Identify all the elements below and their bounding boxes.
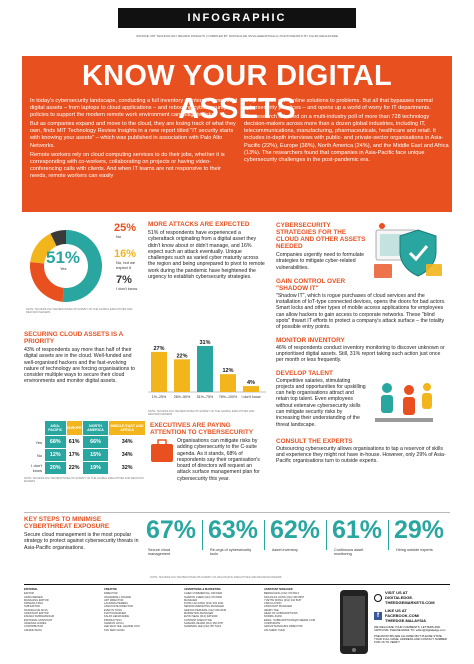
- table-cell: 15%: [83, 449, 109, 461]
- section-body: 43% of respondents say more than half of their digital assets are in the cloud. Well-funded and well-organised hackers and the fast-evolving nature of technology are forcing organisations to consider multiple ways to secure their cloud environments and monitor digital assets.: [24, 347, 136, 385]
- footer-line: DIRECTOR: [104, 592, 118, 596]
- page-title: KNOW YOUR DIGITAL ASSETS: [81, 60, 393, 125]
- table-cell: 17%: [68, 452, 80, 458]
- section-body: Outsourcing cybersecurity allows organisations to tap a reservoir of skills and experience they might not have in-house. However, only 29% of Asia-Pacific organisations turn to outside experts.: [276, 445, 446, 465]
- team-illustration: [369, 378, 439, 434]
- table-row: [25, 449, 145, 461]
- footer-line: KRISHNA TANG: [24, 602, 44, 606]
- title-banner: [22, 56, 452, 212]
- footer-line: SENIOR MARKETING MANAGER: [184, 605, 224, 609]
- donut-center-value: 51%: [46, 248, 81, 267]
- bar-value-label: 4%: [247, 380, 255, 387]
- region-table: [24, 420, 146, 483]
- source-note: NOTE: TECHNOLOGY REVIEW INSIGHTS SURVEY OF THE GLOBAL EXECUTIVES AND DECISION MAKERS: [26, 308, 133, 314]
- step-label: Hiring outside experts: [396, 548, 433, 552]
- section-body: Secure cloud management is the most popular strategy to protect against cybersecurity threats in Asia-Pacific organisations.: [24, 532, 139, 551]
- stat-divider: [202, 520, 203, 550]
- footer-line: PRODUCTION: [104, 618, 122, 622]
- bar: [151, 352, 167, 392]
- bar: [220, 374, 236, 392]
- globe-icon: [374, 594, 382, 602]
- stat-divider: [264, 520, 265, 550]
- section-heading: CONSULT THE EXPERTS: [276, 437, 353, 445]
- table-cell: 19%: [83, 462, 109, 474]
- footer-line: PONG LAN FANG (012) 302 2031: [184, 602, 224, 606]
- footer-line: SUB EDITOR: [24, 605, 40, 609]
- step-percentage: 67%: [146, 516, 197, 544]
- footer-line: TAN SEW CHING: [104, 628, 125, 632]
- table-cell: 32%: [121, 465, 133, 471]
- section-heading: KEY STEPS TO MINIMISE CYBERTHREAT EXPOSURE: [24, 516, 110, 530]
- footer-line: SHARON HOCH: [104, 621, 124, 625]
- bar-value-label: 22%: [176, 353, 188, 360]
- footer-line: ASHWIN MANI: [24, 628, 42, 632]
- source-note: NOTE: TECHNOLOGY REVIEW INSIGHTS SURVEY OF THE GLOBAL EXECUTIVES AND DECISION MAKERS: [24, 477, 144, 483]
- footer-line: EDITOR: [24, 592, 34, 596]
- intro-col-right: [244, 98, 452, 166]
- footer-line: ADVERTISING & MARKETING: [184, 588, 221, 591]
- bar-chart-svg: [148, 330, 266, 410]
- briefcase-icon: [150, 438, 174, 466]
- donut-label: No, but we expect it: [116, 260, 136, 270]
- footer-advertising: [184, 588, 264, 629]
- footer-line: ODHAMMALL DIGANE: [104, 595, 131, 599]
- donut-label: I don't know: [116, 286, 138, 291]
- section-heading: GAIN CONTROL OVER "SHADOW IT": [276, 277, 346, 292]
- step-percentage: 61%: [332, 516, 383, 544]
- intro-col-left: [30, 98, 238, 182]
- step-label: Asset inventory: [272, 548, 298, 552]
- footer-line: MANAGING EDITOR: [24, 598, 49, 602]
- facebook-link[interactable]: FACEBOOK.COM/: [385, 613, 420, 618]
- footer-line: SHARMAN LEE (012) 357 5123: [184, 625, 221, 629]
- intro-paragraph: But as companies expand and move to the cloud, they are losing track of what they own, finds MIT Technology Review Insights in a new report titled "IT security starts with knowing your assets" – which was published in association with Palo Alto Networks.: [30, 121, 236, 149]
- people-icon: [369, 378, 439, 434]
- footer-creative: [104, 588, 184, 632]
- pseudonym-note: PSEUDONYMS ARE ALLOWED BUT PLEASE STATE YOUR FULL NAME, ADDRESS AND CONTACT NUMBER FOR US TO VERIFY.: [374, 633, 447, 645]
- facebook-link[interactable]: THEEDGE.MALAYSIA: [385, 618, 426, 623]
- footer-line: NORMA JOANI: [264, 615, 282, 619]
- footer-editorial: [24, 588, 104, 632]
- donut-value: 25%: [114, 222, 137, 234]
- cloud-share-bar-chart: [148, 330, 266, 416]
- footer-line: SHARON CHEW (012) 370 8000: [184, 595, 223, 599]
- footer-line: EVON SEAH (012) 328 9049: [184, 615, 218, 619]
- table-cell: 68%: [45, 436, 65, 448]
- footer-line: ASSISTANT MANAGER: [264, 605, 293, 609]
- source-note: NOTE: TECHNOLOGY REVIEW INSIGHTS SURVEY OF ASIA PACIFIC EXECUTIVES AND DECISION MAKERS: [150, 576, 282, 579]
- footer-line: LEE WAN YEE, LEANNE SOO: [104, 625, 140, 629]
- bar: [174, 359, 190, 392]
- intro-paragraph: In today's cybersecurity landscape, conducting a full inventory of internet-connected digital assets – from laptops to cloud applications – and rebooting cybersecurity policies to support the modern remote work environment can mitigate risks.: [30, 98, 238, 119]
- section-heading: MONITOR INVENTORY: [276, 336, 345, 344]
- donut-value: 7%: [116, 274, 132, 286]
- footer-line: EMAIL: SUBSCRIPTIONS@TLMEDIA.COM: [264, 618, 316, 622]
- bar-value-label: 31%: [199, 339, 211, 346]
- footer-line: GEETHA PERUMAL (012) 339 2049: [184, 608, 226, 612]
- step-label: Re-orgs of cybersecurity tools: [210, 548, 252, 557]
- footer-line: GROUP MANAGING DIRECTOR: [264, 625, 303, 629]
- bar: [197, 346, 213, 392]
- table-row: [25, 462, 145, 474]
- stat-divider: [326, 520, 327, 550]
- footer-divider: [24, 584, 450, 585]
- section-heading: SECURING CLOUD ASSETS IS A PRIORITY: [24, 331, 124, 345]
- step-percentage: 63%: [208, 516, 259, 544]
- footer-line: HENRY TEE: [264, 608, 279, 612]
- table-cell: 66%: [83, 436, 109, 448]
- bar-value-label: 27%: [153, 345, 165, 352]
- intro-paragraph: The research is based on a multi-industry poll of more than 728 technology decision-makers across more than a dozen global industries, including IT, telecommunications, manufacturing, pharmaceuticals, healthcare and retail. It includes in-depth interviews with public- and private-sector organisations in Asia-Pacific (22%), Europe (38%), North America (24%), and the Middle East and Africa (13%). The researchers found that companies in Asia-Pacific face unique cybersecurity challenges in the post-pandemic era.: [244, 114, 449, 163]
- footer-line: NATASHA DE SILVA: [24, 608, 48, 612]
- x-tick-label: 1%–25%: [151, 395, 167, 399]
- footer-line: MANAGER: [184, 598, 198, 602]
- footer-line: VANESSA GOMES: [24, 621, 47, 625]
- table-cell: 34%: [121, 439, 133, 445]
- footer-line: ZAFARA SUBRAMANIAM: [24, 615, 54, 619]
- section-body: 51% of respondents have experienced a cyberattack originating from a digital asset they didn't know about or didn't manage, and 16% expect such an attack eventually. Unique challenges such as varied cyber maturity across the region and being unprepared to pivot to remote work during the pandemic have heightened the urgency to establish cybersecurity strategies.: [148, 230, 265, 281]
- section-heading: CYBERSECURITY STRATEGIES FOR THE CLOUD AND OTHER ASSETS NEEDED: [276, 222, 366, 250]
- footer-line: BERNHUANG (012) 370 8413: [264, 592, 299, 596]
- x-tick-label: 26%–50%: [173, 395, 191, 399]
- donut-label: No: [116, 234, 122, 239]
- footer-line: EVELYN TUNG: [104, 608, 123, 612]
- donut-center-label: Yes: [60, 266, 67, 271]
- table-header: MIDDLE EAST AND AFRICA: [109, 421, 145, 435]
- footer-line: MARKETING MANAGER: [184, 612, 214, 616]
- row-label: Yes: [35, 439, 43, 445]
- step-percentage: 62%: [270, 516, 321, 544]
- phone-illustration: [338, 588, 370, 658]
- row-label: No: [36, 452, 43, 458]
- section-body: "Shadow IT", which is rogue purchases of cloud services and the installation of IoT-type connected devices, opens the doors for bad actors. Smart locks and other types of mobile access applications for employees can allow hackers to gain access to corporate networks. These "blind spots" thwart IT efforts to protect a company's attack surface – the totality of possible entry points.: [276, 292, 446, 331]
- section-tag: INFOGRAPHIC: [118, 8, 356, 28]
- footer-line: EDITORIAL ASSISTANT: [24, 618, 53, 622]
- like-label: LIKE US AT: [385, 608, 407, 613]
- stat-divider: [388, 520, 389, 550]
- footer-line: YVETTE WONG (012) 344 5187: [264, 598, 302, 602]
- footer-line: ASSOCIATE DIRECTOR: [104, 605, 133, 609]
- credit-line: SOURCE: MIT TECHNOLOGY REVIEW INSIGHTS | COMPILED BY NATASHA DE SILVA-HEENATIGALA | PHOTOGRAPHY BY KALPA GENAKANDE: [135, 34, 339, 38]
- cloud-section: [24, 331, 142, 385]
- footer-line: CREATIVE: [104, 588, 117, 591]
- table-header: NORTH AMERICA: [83, 421, 109, 435]
- footer-line: CONTRIBUTOR: [24, 625, 43, 629]
- executives-section: [150, 422, 266, 482]
- table-cell: 20%: [45, 462, 65, 474]
- footer-line: ADAM WEINER: [24, 595, 43, 599]
- visit-label: VISIT US AT: [385, 590, 408, 595]
- footer-line: LIM SHEW YUEN: [264, 628, 285, 632]
- footer-line: ASSISTANT EDITOR: [24, 612, 49, 616]
- attacks-section: [148, 221, 266, 280]
- steps-section: [24, 516, 140, 551]
- footer-circulation: [264, 588, 334, 632]
- footer-line: CONTENT EXECUTIVE: [184, 618, 212, 622]
- table-cell: 12%: [45, 449, 65, 461]
- section-heading: EXECUTIVES ARE PAYING ATTENTION TO CYBERSECURITY: [150, 422, 254, 436]
- table-header: ASIA-PACIFIC: [45, 421, 65, 435]
- feedback-note: WE WELCOME YOUR COMMENTS, LETTERS AND CRITICISM. PLEASE EMAIL TO: editor@digitaledge.com: [374, 625, 446, 633]
- footer-line: CIRCULATION: [264, 602, 282, 606]
- footer-line: PHOTOGRAPHER: [104, 612, 127, 616]
- footer-line: LALINDRA PERERA: [104, 602, 128, 606]
- section-body: 46% of respondents conduct inventory monitoring to discover unknown or unprioritised digital assets. Still, 31% report taking such action just once per month or less frequently.: [276, 344, 445, 364]
- attack-donut-chart: [24, 220, 144, 320]
- x-tick-label: 76%–100%: [218, 395, 238, 399]
- footer-line: CORPORATE: [264, 621, 281, 625]
- footer-line: KALPA GENAKANDE: [104, 615, 130, 619]
- donut-value: 16%: [114, 248, 137, 260]
- site-link[interactable]: DIGITALEDGE.: [385, 595, 414, 600]
- source-note: NOTE: TECHNOLOGY REVIEW INSIGHTS SURVEY OF THE GLOBAL EXECUTIVES AND DECISION MAKERS: [148, 410, 255, 416]
- footer-line: HEAD OF SUBSCRIPTIONS: [264, 612, 298, 616]
- x-tick-label: I don't know: [241, 395, 261, 399]
- footer-line: EDITORIAL: [24, 588, 38, 591]
- footer-line: ART DIRECTOR: [104, 598, 124, 602]
- footer-line: SHAHIRA ISHAMI (012) 352 6787: [184, 621, 224, 625]
- security-illustration: [372, 222, 446, 284]
- table-cell: 34%: [121, 452, 133, 458]
- shield-icon: [372, 222, 446, 284]
- bar: [243, 386, 259, 392]
- footer-contact: [338, 588, 450, 660]
- divider: [24, 512, 450, 513]
- table-header: EUROPE: [67, 421, 82, 435]
- site-link[interactable]: THEEDGEMARKETS.COM: [385, 600, 435, 605]
- table-cell: 22%: [68, 465, 80, 471]
- footer-line: NICHOLAS HONG (012) 300 8957: [264, 595, 305, 599]
- step-label: Continuous asset monitoring: [334, 548, 364, 557]
- footer-line: CHIEF COMMERCIAL OFFICER: [184, 592, 223, 596]
- facebook-icon: f: [374, 612, 382, 620]
- section-body: Competitive salaries, stimulating projects and opportunities for upskilling can help organisations attract and retain top talent. Even employees without extensive cybersecurity skills can mitigate security risks by increasing their understanding of the threat landscape.: [276, 377, 366, 428]
- section-heading: DEVELOP TALENT: [276, 369, 333, 377]
- row-label: I don't know: [31, 463, 43, 473]
- bar-value-label: 12%: [222, 368, 234, 375]
- table-cell: 61%: [68, 439, 80, 445]
- step-percentage: 29%: [394, 516, 445, 544]
- section-body: Organisations can mitigate risks by adding cybersecurity to the C-suite agenda. As it stands, 68% of respondents say their organisation's board of directors will request an attack surface management plan for cybersecurity this year.: [177, 438, 260, 482]
- section-body: Companies urgently need to formulate strategies to mitigate cyber-related vulnerabilities.: [276, 252, 364, 271]
- intro-paragraph: shop for their own online solutions to problems. But all that bypasses normal cybersecurity practices – and opens up a world of worry for IT departments.: [244, 98, 433, 112]
- intro-paragraph: Remote workers rely on cloud computing services to do their jobs, whether it is corresponding with co-workers, collaborating on projects or having video-conferencing calls with clients. And when IT teams are not responsive to their needs, remote workers can easily: [30, 151, 225, 179]
- right-column: [276, 222, 446, 464]
- section-heading: MORE ATTACKS ARE EXPECTED: [148, 221, 250, 228]
- x-tick-label: 51%–75%: [196, 395, 214, 399]
- footer-line: ASSISTANT MANAGER: [264, 588, 293, 591]
- step-label: Secure cloud management: [148, 548, 171, 557]
- table-row: [25, 436, 145, 448]
